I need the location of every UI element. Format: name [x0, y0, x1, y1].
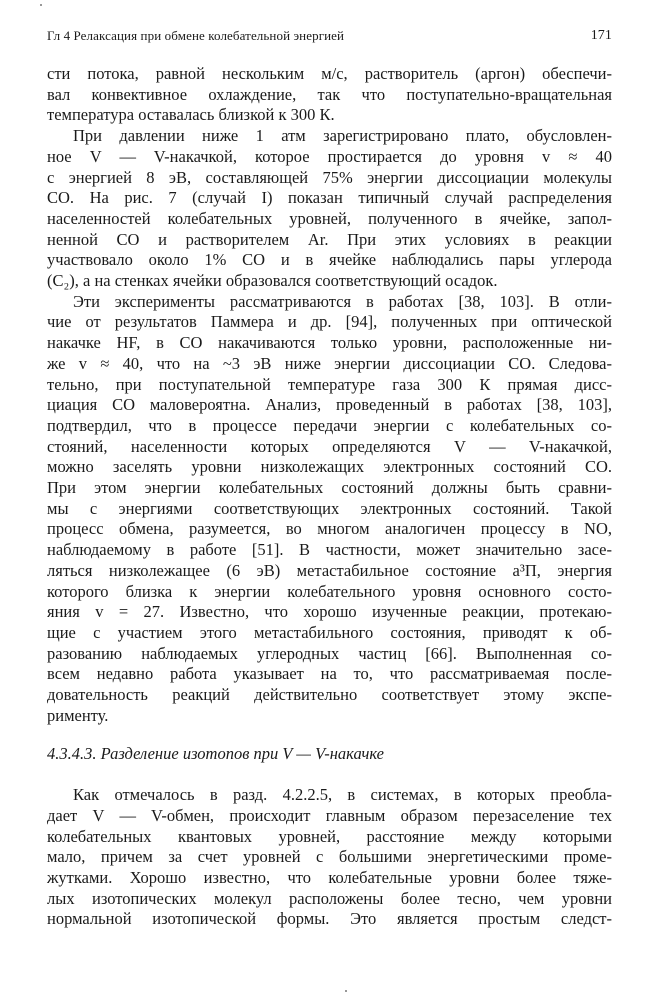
text-line: (C₂), а на стенках ячейки образовался соответствующий осадок.	[47, 271, 498, 291]
text-line: населенностей колебательных уровней, полученного в ячейке, запол-	[47, 208, 612, 228]
text-line: Как отмечалось в разд. 4.2.2.5, в системах, в которых преобла-	[73, 785, 612, 805]
text-line: тельно, при поступательной температуре газа 300 К прямая дисс-	[47, 374, 612, 394]
body-text	[47, 64, 612, 930]
running-head	[47, 28, 612, 48]
text-line: нормальной изотопической формы. Это является простым следст-	[47, 909, 612, 929]
text-line: мы с энергиями соответствующих электронных состояний. Такой	[47, 498, 612, 518]
text-line: же v ≈ 40, что на ~3 эВ ниже энергии диссоциации CO. Следова-	[47, 353, 612, 373]
text-line: накачке HF, в CO накачиваются только уровни, расположенные ни-	[47, 333, 612, 353]
paragraph-1	[47, 64, 612, 126]
text-line: всем недавно работа указывает на то, что рассматриваемая после-	[47, 664, 612, 684]
text-line: довательность реакций действительно соответствует этому экспе-	[47, 685, 612, 705]
text-line: CO. На рис. 7 (случай I) показан типичный случай распределения	[47, 188, 612, 208]
text-line: яния v = 27. Известно, что хорошо изученные реакции, протекаю-	[47, 602, 612, 622]
scan-speck	[40, 4, 42, 6]
text-line: стояний, населенности которых определяются V — V-накачкой,	[47, 436, 612, 456]
text-line: которого близка к энергии колебательного уровня основного состо-	[47, 581, 612, 601]
text-line: можно заселять уровни низколежащих электронных состояний CO.	[47, 457, 612, 477]
text-line: При этом энергии колебательных состояний должны быть сравни-	[47, 478, 612, 498]
text-line: чие от результатов Паммера и др. [94], полученных при оптической	[47, 312, 612, 332]
text-line: процесс обмена, разумеется, во многом аналогичен процессу в NO,	[47, 519, 612, 539]
text-line: циация CO маловероятна. Анализ, проведенный в работах [38, 103],	[47, 395, 612, 415]
text-line: разованию наблюдаемых углеродных частиц [66]. Выполненная со-	[47, 643, 612, 663]
text-line: ляться низколежащее (6 эВ) метастабильное состояние a³Π, энергия	[47, 560, 612, 580]
paragraph-4	[47, 785, 612, 930]
text-line: ненной CO и растворителем Ar. При этих условиях в реакции	[47, 229, 612, 249]
text-line: вал конвективное охлаждение, так что поступательно-вращательная	[47, 84, 612, 104]
scan-speck	[345, 990, 347, 992]
text-line: жутками. Хорошо известно, что колебательные уровни более тяже-	[47, 868, 612, 888]
text-line: ное V — V-накачкой, которое простирается до уровня v ≈ 40	[47, 146, 612, 166]
text-line: рименту.	[47, 705, 109, 725]
text-line: щие с участием этого метастабильного состояния, приводят к об-	[47, 622, 612, 642]
text-line: наблюдаемому в работе [51]. В частности, может значительно засе-	[47, 540, 612, 560]
section-heading: 4.3.4.3. Разделение изотопов при V — V-накачке	[47, 743, 385, 763]
text-line: сти потока, равной нескольким м/с, растворитель (аргон) обеспечи-	[47, 64, 612, 83]
text-line: с энергией 8 эВ, составляющей 75% энергии диссоциации молекулы	[47, 167, 612, 187]
text-line: При давлении ниже 1 атм зарегистрировано плато, обусловлен-	[73, 126, 612, 146]
paragraph-2	[47, 126, 612, 292]
page-number: 171	[590, 28, 612, 43]
text-line: колебательных квантовых уровней, расстояние между которыми	[47, 826, 612, 846]
text-line: дает V — V-обмен, происходит главным образом перезаселение тех	[47, 805, 612, 825]
paragraph-3	[47, 292, 612, 727]
text-line: температура оставалась близкой к 300 К.	[47, 105, 335, 125]
text-line: подтвердил, что в процессе передачи энергии с колебательных со-	[47, 415, 612, 435]
text-line: участвовало около 1% CO и в ячейке наблюдались пары углерода	[47, 250, 612, 270]
text-line: мало, причем за счет уровней с большими энергетическими проме-	[47, 847, 612, 867]
text-line: Эти эксперименты рассматриваются в работах [38, 103]. В отли-	[73, 291, 612, 311]
chapter-title: Гл 4 Релаксация при обмене колебательной энергией	[47, 28, 345, 43]
text-line: лых изотопических молекул расположены более тесно, чем уровни	[47, 888, 612, 908]
